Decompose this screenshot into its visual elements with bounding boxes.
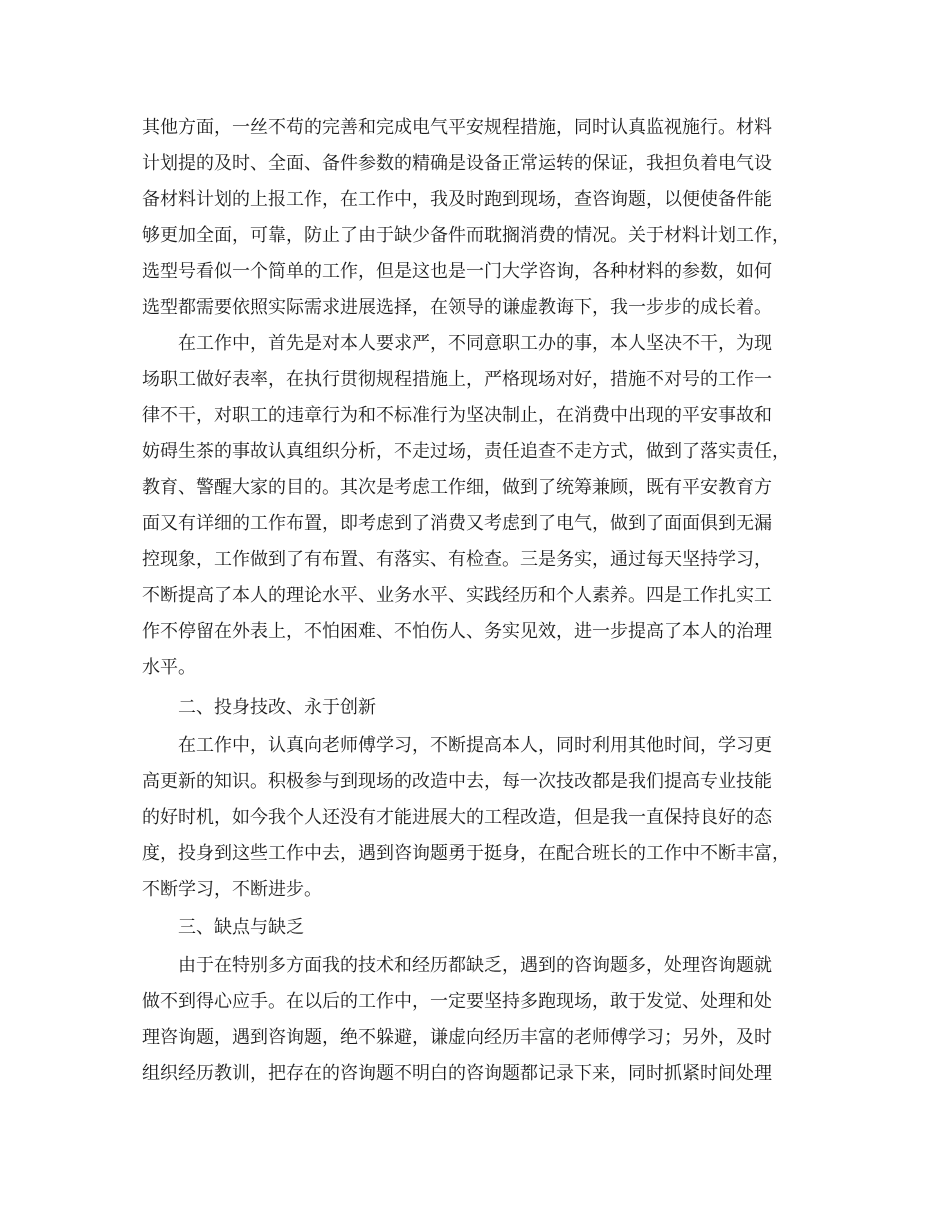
text-line: 选型都需要依照实际需求进展选择，在领导的谦虚教诲下，我一步步的成长着。	[142, 297, 772, 318]
text-line: 不断学习，不断进步。	[142, 879, 322, 900]
text-line: 教育、警醒大家的目的。其次是考虑工作细，做到了统筹兼顾，既有平安教育方	[142, 477, 772, 498]
section-heading: 二、投身技改、永于创新	[178, 697, 376, 718]
section-heading: 三、缺点与缺乏	[178, 917, 304, 938]
paragraph-first-line: 由于在特别多方面我的技术和经历都缺乏，遇到的咨询题多，处理咨询题就	[178, 955, 772, 976]
text-line: 不断提高了本人的理论水平、业务水平、实践经历和个人素养。四是工作扎实工	[142, 585, 772, 606]
paragraph-first-line: 在工作中，认真向老师傅学习，不断提高本人，同时利用其他时间，学习更	[178, 735, 772, 756]
text-line: 控现象，工作做到了有布置、有落实、有检查。三是务实，通过每天坚持学习，	[142, 549, 772, 570]
text-line: 理咨询题，遇到咨询题，绝不躲避，谦虚向经历丰富的老师傅学习；另外，及时	[142, 1027, 772, 1048]
text-line: 面又有详细的工作布置，即考虑到了消费又考虑到了电气，做到了面面俱到无漏	[142, 513, 772, 534]
paragraph-first-line: 在工作中，首先是对本人要求严，不同意职工办的事，本人坚决不干，为现	[178, 333, 772, 354]
text-line: 组织经历教训，把存在的咨询题不明白的咨询题都记录下来，同时抓紧时间处理	[142, 1063, 772, 1084]
text-line: 其他方面，一丝不苟的完善和完成电气平安规程措施，同时认真监视施行。材料	[142, 117, 772, 138]
text-line: 律不干，对职工的违章行为和不标准行为坚决制止，在消费中出现的平安事故和	[142, 405, 772, 426]
text-line: 的好时机，如今我个人还没有才能进展大的工程改造，但是我一直保持良好的态	[142, 807, 772, 828]
text-line: 妨碍生茶的事故认真组织分析，不走过场，责任追查不走方式，做到了落实责任，	[142, 441, 790, 462]
text-line: 做不到得心应手。在以后的工作中，一定要坚持多跑现场，敢于发觉、处理和处	[142, 991, 772, 1012]
text-line: 选型号看似一个简单的工作，但是这也是一门大学咨询，各种材料的参数，如何	[142, 261, 772, 282]
text-line: 水平。	[142, 657, 196, 678]
text-line: 高更新的知识。积极参与到现场的改造中去，每一次技改都是我们提高专业技能	[142, 771, 772, 792]
text-line: 计划提的及时、全面、备件参数的精确是设备正常运转的保证，我担负着电气设	[142, 153, 772, 174]
text-line: 作不停留在外表上，不怕困难、不怕伤人、务实见效，进一步提高了本人的治理	[142, 621, 772, 642]
text-line: 度，投身到这些工作中去，遇到咨询题勇于挺身，在配合班长的工作中不断丰富，	[142, 843, 790, 864]
text-line: 备材料计划的上报工作，在工作中，我及时跑到现场，查咨询题，以便使备件能	[142, 189, 772, 210]
text-line: 场职工做好表率，在执行贯彻规程措施上，严格现场对好，措施不对号的工作一	[142, 369, 772, 390]
text-line: 够更加全面，可靠，防止了由于缺少备件而耽搁消费的情况。关于材料计划工作，	[142, 225, 790, 246]
